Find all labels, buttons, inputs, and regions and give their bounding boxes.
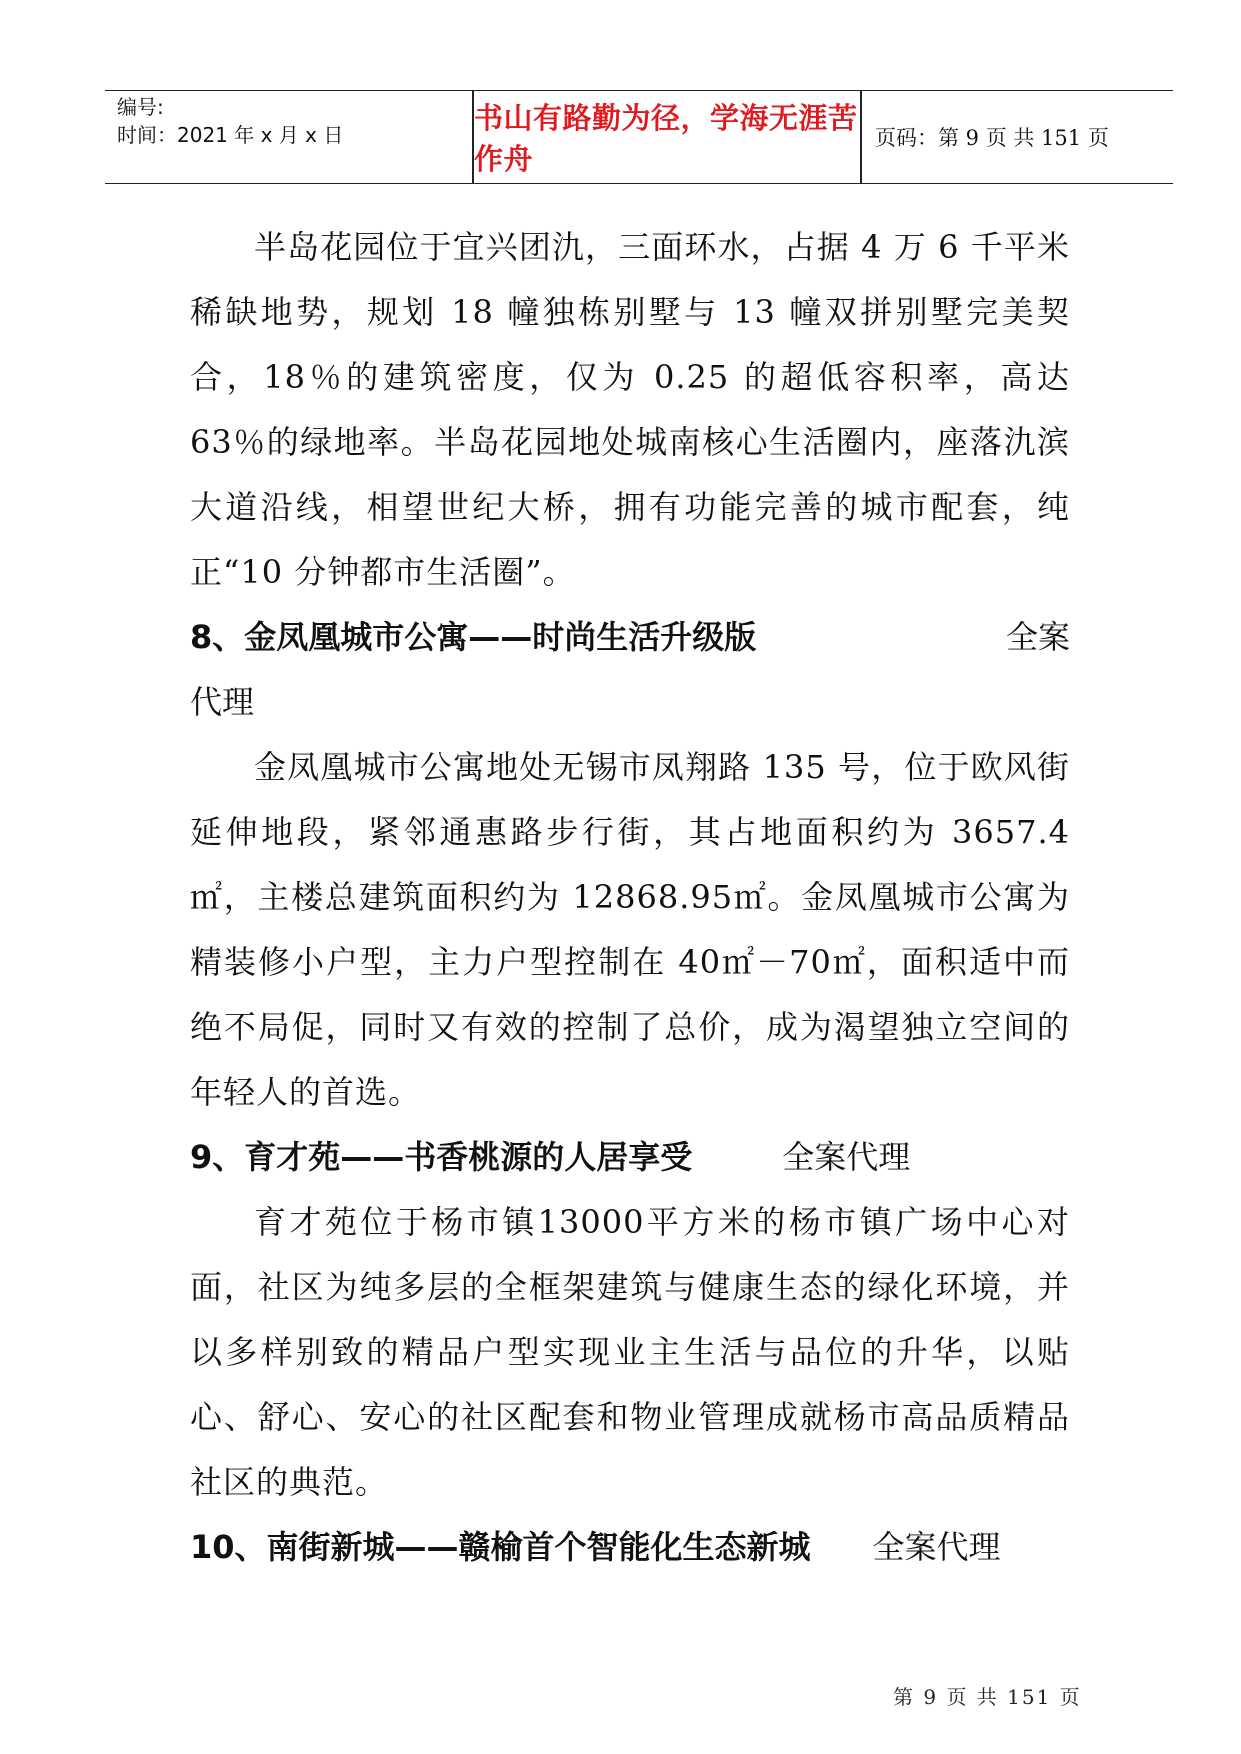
section-tag: 全案	[1005, 618, 1070, 656]
number-label: 编号:	[117, 95, 164, 119]
header-page-label: 页码：第 9 页 共 151 页	[875, 126, 1109, 150]
time-label: 时间：2021 年 x 月 x 日	[117, 123, 344, 147]
section-title: 8、金凤凰城市公寓——时尚生活升级版	[190, 618, 757, 656]
section-heading-10	[190, 1515, 1070, 1580]
section-title: 10、南街新城——赣榆首个智能化生态新城	[190, 1528, 811, 1566]
section-tag-continuation: 代理	[190, 683, 255, 721]
section-tag: 全案代理	[872, 1528, 1001, 1566]
section-title: 9、育才苑——书香桃源的人居享受	[190, 1138, 693, 1176]
document-header	[105, 90, 1173, 184]
header-divider	[860, 91, 862, 183]
document-body	[190, 215, 1070, 1580]
paragraph-golden-phoenix: 金凤凰城市公寓地处无锡市凤翔路 135 号，位于欧风街延伸地段，紧邻通惠路步行街，其占地面积约为 3657.4㎡，主楼总建筑面积约为 12868.95㎡。金凤凰城市公寓为精装修小户型，主力户型控制在 40㎡－70㎡，面积适中而绝不局促，同时又有效的控制了总价，成为渴望独立空间的年轻人的首选。	[190, 748, 1070, 1111]
section-tag: 全案代理	[782, 1138, 911, 1176]
section-heading-9	[190, 1125, 1070, 1190]
header-meta	[117, 93, 467, 149]
section-heading-8	[190, 605, 1070, 670]
page-footer: 第 9 页 共 151 页	[893, 1685, 1082, 1709]
header-motto: 书山有路勤为径，学海无涯苦作舟	[474, 101, 858, 176]
paragraph-yucaiyuan: 育才苑位于杨市镇13000平方米的杨市镇广场中心对面，社区为纯多层的全框架建筑与健康生态的绿化环境，并以多样别致的精品户型实现业主生活与品位的升华，以贴心、舒心、安心的社区配套和物业管理成就杨市高品质精品社区的典范。	[190, 1203, 1070, 1501]
paragraph-peninsula-garden: 半岛花园位于宜兴团氿，三面环水，占据 4 万 6 千平米稀缺地势，规划 18 幢独栋别墅与 13 幢双拼别墅完美契合，18％的建筑密度，仅为 0.25 的超低容积率，高达 63％的绿地率。半岛花园地处城南核心生活圈内，座落氿滨大道沿线，相望世纪大桥，拥有功能完善的城市配套，纯正“10 分钟都市生活圈”。	[190, 228, 1070, 591]
